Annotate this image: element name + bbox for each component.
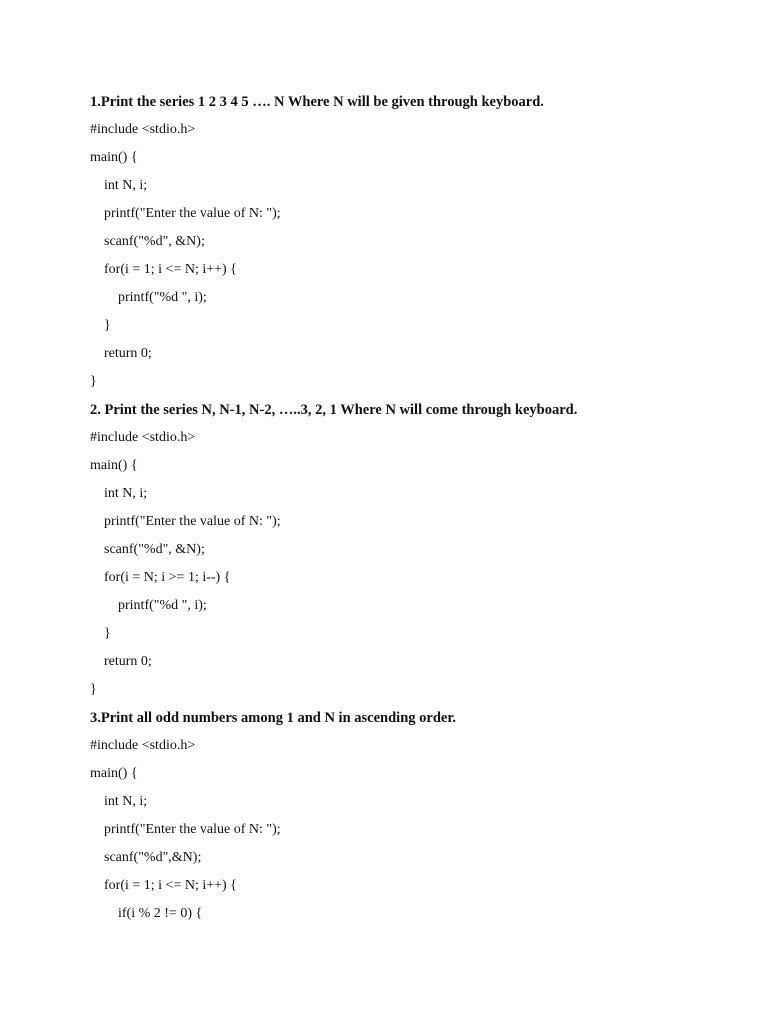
code-line: return 0; (104, 654, 152, 669)
problem-heading-3: 3.Print all odd numbers among 1 and N in ascending order. (90, 710, 457, 726)
problem-heading-2: 2. Print the series N, N-1, N-2, …..3, 2, 1 Where N will come through keyboard. (90, 402, 578, 418)
code-line: printf("%d ", i); (118, 598, 207, 613)
code-line: #include <stdio.h> (90, 738, 196, 753)
document-content (90, 88, 750, 928)
code-line: scanf("%d", &N); (104, 542, 205, 557)
code-line: } (90, 682, 97, 697)
code-line: for(i = 1; i <= N; i++) { (104, 262, 237, 277)
code-line: main() { (90, 458, 138, 473)
code-line: for(i = 1; i <= N; i++) { (104, 878, 237, 893)
code-line: printf("Enter the value of N: "); (104, 514, 281, 529)
code-line: } (90, 374, 97, 389)
code-line: main() { (90, 766, 138, 781)
code-line: } (104, 318, 111, 333)
problem-section-3 (90, 704, 750, 928)
code-line: #include <stdio.h> (90, 122, 196, 137)
code-line: int N, i; (104, 794, 148, 809)
code-line: return 0; (104, 346, 152, 361)
code-line: int N, i; (104, 486, 148, 501)
code-line: printf("Enter the value of N: "); (104, 206, 281, 221)
code-line: printf("Enter the value of N: "); (104, 822, 281, 837)
problem-heading-1: 1.Print the series 1 2 3 4 5 …. N Where N will be given through keyboard. (90, 94, 544, 110)
code-line: int N, i; (104, 178, 148, 193)
code-line: main() { (90, 150, 138, 165)
code-line: scanf("%d", &N); (104, 234, 205, 249)
code-line: for(i = N; i >= 1; i--) { (104, 570, 231, 585)
code-line: if(i % 2 != 0) { (118, 906, 203, 921)
code-line: scanf("%d",&N); (104, 850, 202, 865)
code-line: #include <stdio.h> (90, 430, 196, 445)
problem-section-2 (90, 396, 750, 704)
code-line: } (104, 626, 111, 641)
problem-section-1 (90, 88, 750, 396)
code-line: printf("%d ", i); (118, 290, 207, 305)
